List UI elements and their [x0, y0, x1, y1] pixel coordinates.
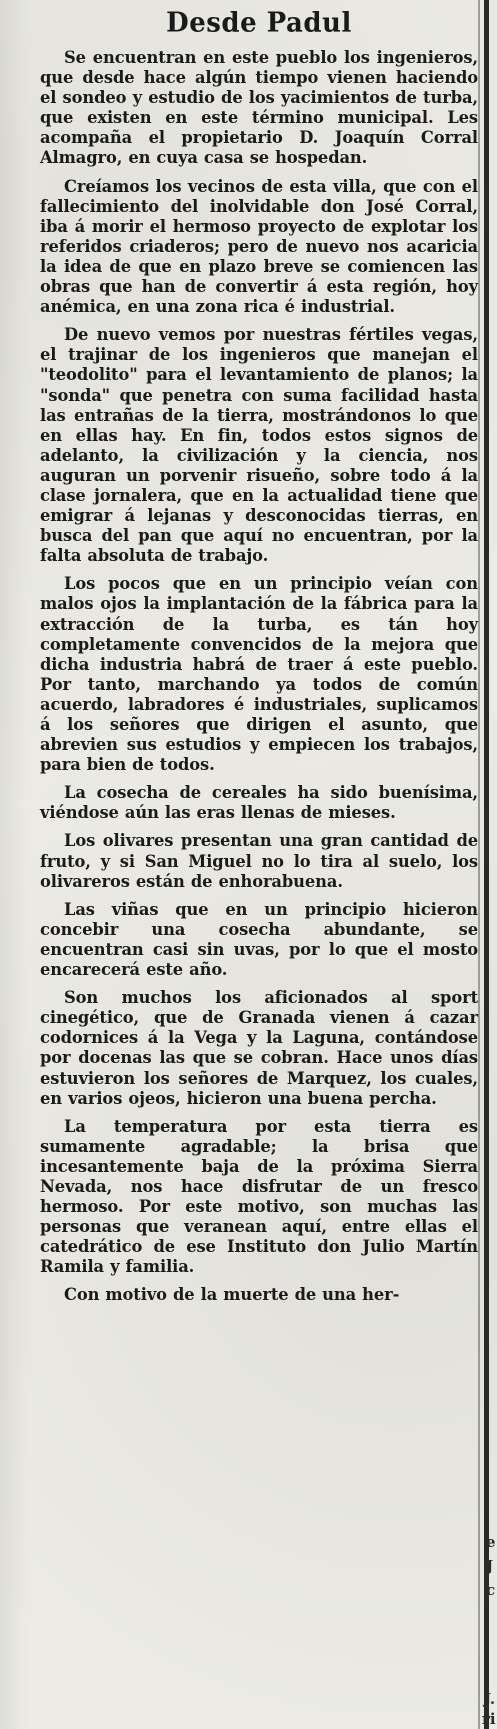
article-paragraph: Las viñas que en un principio hicieron concebir una cosecha abundante, se encuentran casi sin uvas, por lo que el mosto encarecerá este año. — [40, 899, 478, 980]
article-paragraph: Creíamos los vecinos de esta villa, que con el fallecimiento del inolvidable don José Corral, iba á morir el hermoso proyecto de explotar los referidos criaderos; pero de nuevo nos acaricia la idea de que en plazo breve se comiencen las obras que han de convertir á esta región, hoy anémica, en una zona rica é industrial. — [40, 176, 478, 317]
margin-fragment: J. — [484, 1690, 496, 1708]
article-column — [40, 6, 478, 1314]
article-paragraph: Se encuentran en este pueblo los ingenieros, que desde hace algún tiempo vienen haciendo el sondeo y estudio de los yacimientos de turba, que existen en este término municipal. Les acompaña el propietario D. Joaquín Corral Almagro, en cuya casa se hospedan. — [40, 48, 478, 168]
margin-fragment: J — [486, 1557, 494, 1575]
margin-fragment: e — [486, 1533, 496, 1551]
margin-fragment: c — [486, 1581, 496, 1599]
margin-fragment: ri — [482, 1710, 496, 1728]
column-rule — [484, 0, 489, 1729]
article-headline: Desde Padul — [166, 7, 352, 39]
article-paragraph: Los olivares presentan una gran cantidad de fruto, y si San Miguel no lo tira al suelo, los olivareros están de enhorabuena. — [40, 831, 478, 891]
article-paragraph: Con motivo de la muerte de una her- — [64, 1285, 400, 1305]
article-paragraph: La temperatura por esta tierra es sumamente agradable; la brisa que incesantemente baja de la próxima Sierra Nevada, nos hace disfrutar de un fresco hermoso. Por este motivo, son muchas las personas que veranean aquí, entre ellas el catedrático de ese Instituto don Julio Martín Ramila y familia. — [40, 1116, 478, 1277]
page-edge-shadow — [0, 0, 28, 1729]
column-rule-shadow — [478, 0, 480, 1729]
article-paragraph: La cosecha de cereales ha sido buenísima, viéndose aún las eras llenas de mieses. — [40, 783, 478, 823]
article-paragraph: Son muchos los aficionados al sport cinegético, que de Granada vienen á cazar codornices á la Vega y la Laguna, contándose por docenas las que se cobran. Hace unos días estuvieron los señores de Marquez, los cuales, en varios ojeos, hicieron una buena percha. — [40, 988, 478, 1108]
article-paragraph: De nuevo vemos por nuestras fértiles vegas, el trajinar de los ingenieros que manejan el "teodolito" para el levantamiento de planos; la "sonda" que penetra con suma facilidad hasta las entrañas de la tierra, mostrándonos lo que en ellas hay. En fin, todos estos signos de adelanto, la civilización y la ciencia, nos auguran un porvenir risueño, sobre todo á la clase jornalera, que en la actualidad tiene que emigrar á lejanas y desconocidas tierras, en busca del pan que aquí no encuentran, por la falta absoluta de trabajo. — [40, 325, 478, 566]
article-paragraph: Los pocos que en un principio veían con malos ojos la implantación de la fábrica para la extracción de la turba, es tán hoy completamente convencidos de la mejora que dicha industria habrá de traer á este pueblo. Por tanto, marchando ya todos de común acuerdo, labradores é industriales, suplicamos á los señores que dirigen el asunto, que abrevien sus estudios y empiecen los trabajos, para bien de todos. — [40, 574, 478, 775]
